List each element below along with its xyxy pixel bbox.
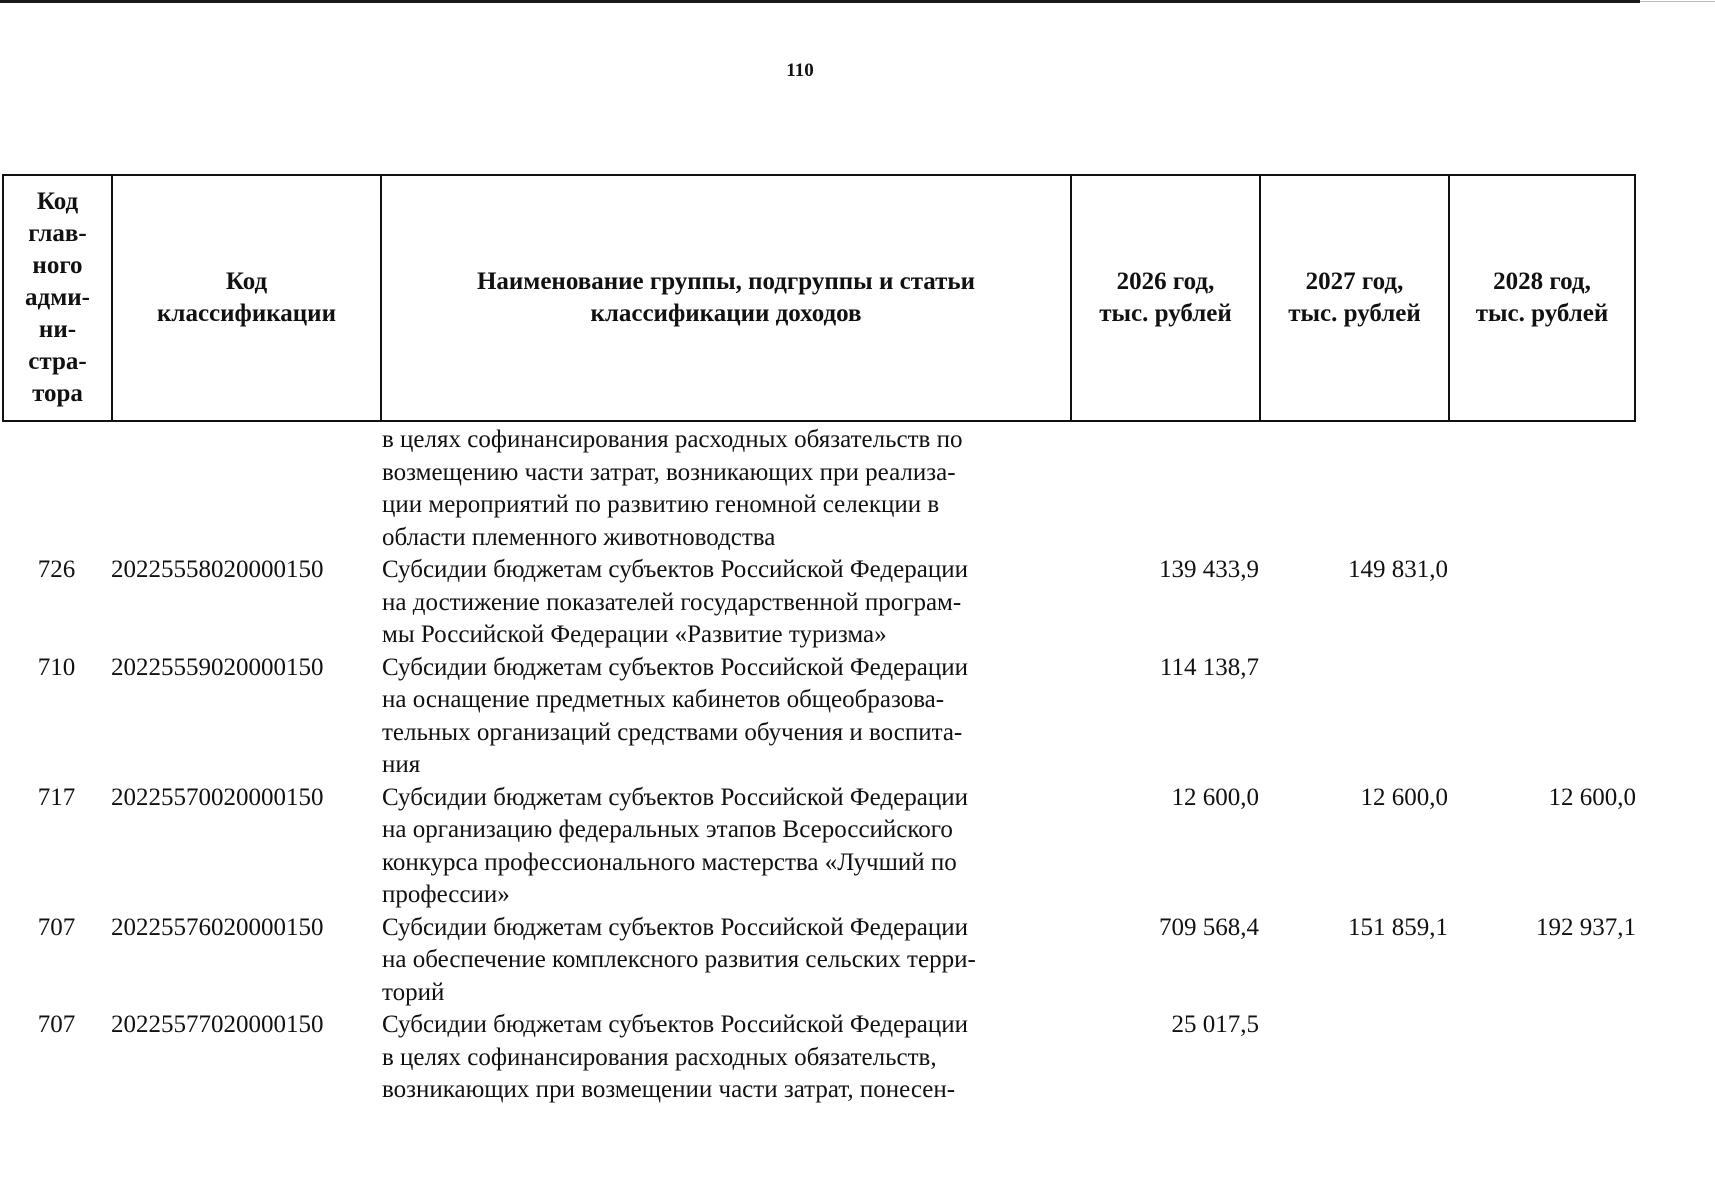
value-2027-cell: [1259, 652, 1448, 782]
table-row: [2, 424, 1636, 554]
value-2026-cell: [1070, 424, 1259, 554]
admin-code-cell: 717: [37, 783, 76, 811]
value-2027-cell: [1259, 424, 1448, 554]
value-2028-cell: [1448, 424, 1636, 554]
value-2026-cell: 709 568,4: [1159, 913, 1259, 941]
classification-code-cell: 20225570020000150: [111, 783, 324, 811]
income-name-cell: Субсидии бюджетам субъектов Российской Федерации в целях софинансирования расходных обязательств, возникающих при возмещении части затрат, понесен-: [382, 1011, 968, 1103]
top-rule: [0, 0, 1640, 3]
header-income-name: Наименование группы, подгруппы и статьи классификации доходов: [382, 176, 1072, 420]
value-2026-cell: 139 433,9: [1159, 556, 1259, 583]
table-row: [2, 554, 1636, 652]
value-2027-cell: 151 859,1: [1348, 913, 1448, 941]
top-rule-faint: [1640, 1, 1715, 2]
classification-code-cell: [111, 424, 380, 554]
income-name-cell: Субсидии бюджетам субъектов Российской Федерации на оснащение предметных кабинетов общеобразова- тельных организаций средствами обучения и воспита- ния: [382, 653, 968, 778]
value-2027-cell: [1259, 1009, 1448, 1107]
income-name-cell: в целях софинансирования расходных обязательств по возмещению части затрат, возникающих при реализа- ции мероприятий по развитию геномной селекции в области племенного животноводства: [382, 426, 963, 551]
table-row: [2, 652, 1636, 782]
header-year-2027: 2027 год, тыс. рублей: [1261, 176, 1450, 420]
income-name-cell: Субсидии бюджетам субъектов Российской Федерации на обеспечение комплексного развития сельских терри- торий: [382, 913, 976, 1006]
value-2028-cell: 12 600,0: [1548, 783, 1636, 811]
admin-code-cell: 710: [37, 653, 76, 681]
header-classification-code: Код классификации: [113, 176, 382, 420]
admin-code-cell: 707: [37, 913, 76, 941]
classification-code-cell: 20225558020000150: [111, 556, 324, 583]
admin-code-cell: [2, 424, 111, 554]
header-admin-code: Код глав- ного адми- ни- стра- тора: [4, 176, 113, 420]
table-body: [2, 424, 1636, 1107]
header-year-2026: 2026 год, тыс. рублей: [1072, 176, 1261, 420]
value-2027-cell: 12 600,0: [1360, 783, 1448, 811]
value-2026-cell: 25 017,5: [1171, 1011, 1259, 1038]
classification-code-cell: 20225576020000150: [111, 913, 324, 941]
value-2028-cell: [1448, 652, 1636, 782]
admin-code-cell: 726: [37, 556, 76, 583]
value-2027-cell: 149 831,0: [1348, 556, 1448, 583]
admin-code-cell: 707: [37, 1011, 76, 1038]
table-row: [2, 1009, 1636, 1107]
header-year-2028: 2028 год, тыс. рублей: [1475, 268, 1609, 327]
page-number: 110: [786, 60, 814, 81]
income-name-cell: Субсидии бюджетам субъектов Российской Федерации на достижение показателей государственной програм- мы Российской Федерации «Развитие туризма»: [382, 556, 968, 648]
table-header: [2, 174, 1636, 422]
value-2026-cell: 12 600,0: [1171, 783, 1259, 811]
value-2026-cell: 114 138,7: [1159, 653, 1259, 681]
table-row: [2, 782, 1636, 912]
classification-code-cell: 20225577020000150: [111, 1011, 324, 1038]
value-2028-cell: 192 937,1: [1536, 913, 1636, 941]
value-2028-cell: [1448, 554, 1636, 652]
income-name-cell: Субсидии бюджетам субъектов Российской Федерации на организацию федеральных этапов Всероссийского конкурса профессионального мастерства «Лучший по профессии»: [382, 783, 968, 908]
table-row: [2, 912, 1636, 1010]
classification-code-cell: 20225559020000150: [111, 653, 324, 681]
value-2028-cell: [1448, 1009, 1636, 1107]
